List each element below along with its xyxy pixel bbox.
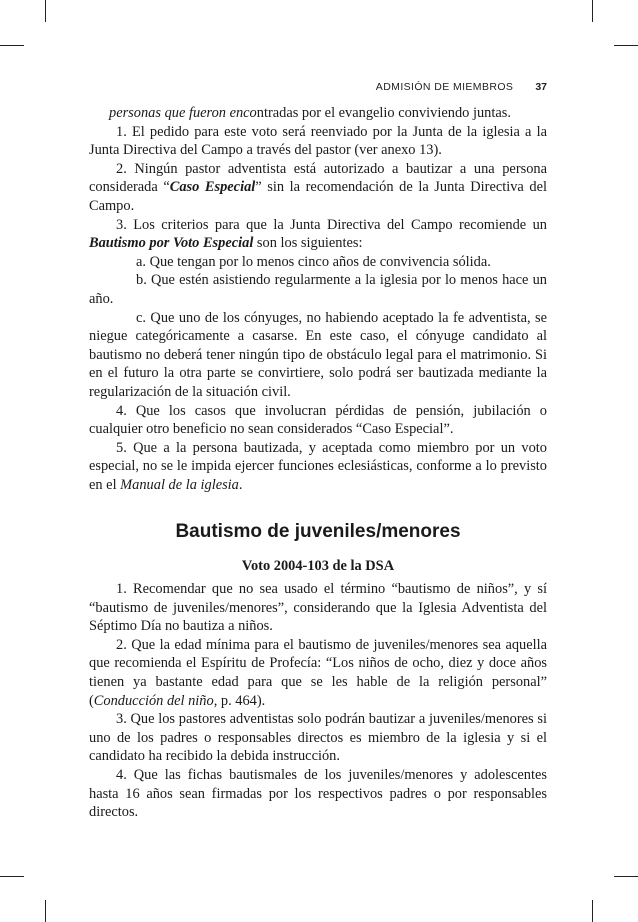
crop-mark [0, 45, 24, 46]
paragraph: 1. El pedido para este voto será reenviado por la Junta de la iglesia a la Junta Directiva del Campo a través del pastor (ver anexo 13). [89, 123, 547, 159]
list-item: c. Que uno de los cónyuges, no habiendo aceptado la fe adventista, se niegue categóricamente a casarse. En este caso, el cónyuge candidato al bautismo no deberá tener ningún tipo de obstáculo legal para el matrimonio. Si en el futuro la otra parte se convirtiere, solo podrá ser bautizada mediante la regularización de la situación civil. [89, 309, 547, 400]
paragraph: 4. Que los casos que involucran pérdidas de pensión, jubilación o cualquier otro beneficio no sean considerados “Caso Especial”. [89, 402, 547, 438]
list-item: a. Que tengan por lo menos cinco años de convivencia sólida. [136, 253, 491, 270]
paragraph: 1. Recomendar que no sea usado el término “bautismo de niños”, y sí “bautismo de juveniles/menores”, considerando que la Iglesia Adventista del Séptimo Día no bautiza a niños. [89, 581, 547, 635]
paragraph: 2. Que la edad mínima para el bautismo de juveniles/menores sea aquella que recomienda el Espíritu de Profecía: “Los niños de ocho, diez y doce años tienen ya bastante edad para que se les hable de la religión personal” (Conducción del niño, p. 464). [89, 636, 547, 709]
paragraph: 5. Que a la persona bautizada, y aceptada como miembro por un voto especial, no se le impida ejercer funciones eclesiásticas, conforme a lo previsto en el Manual de la iglesia. [89, 439, 547, 493]
crop-mark [614, 876, 638, 877]
page-body [89, 104, 547, 822]
list-item: b. Que estén asistiendo regularmente a la iglesia por lo menos hace un año. [89, 272, 547, 307]
vote-title: Voto 2004-103 de la DSA [241, 558, 395, 575]
crop-mark [0, 876, 24, 877]
page-number: 37 [535, 81, 547, 93]
paragraph: 3. Los criterios para que la Junta Directiva del Campo recomiende un Bautismo por Voto Especial son los siguientes: [89, 216, 547, 252]
paragraph: 3. Que los pastores adventistas solo podrán bautizar a juveniles/menores si uno de los padres o responsables directos es miembro de la iglesia y si el candidato ha recibido la debida instrucción. [89, 711, 547, 765]
paragraph: 4. Que las fichas bautismales de los juveniles/menores y adolescentes hasta 16 años sean firmadas por los respectivos padres o por responsables directos. [89, 767, 547, 821]
running-title: ADMISIÓN DE MIEMBROS [375, 81, 514, 93]
paragraph: personas que fueron encontradas por el evangelio conviviendo juntas. [109, 105, 511, 121]
crop-mark [592, 900, 593, 922]
section-title: Bautismo de juveniles/menores [175, 521, 461, 543]
running-head [89, 81, 547, 93]
crop-mark [45, 900, 46, 922]
paragraph: 2. Ningún pastor adventista está autorizado a bautizar a una persona considerada “Caso Especial” sin la recomendación de la Junta Directiva del Campo. [89, 160, 547, 214]
crop-mark [614, 45, 638, 46]
crop-mark [45, 0, 46, 22]
crop-mark [592, 0, 593, 22]
